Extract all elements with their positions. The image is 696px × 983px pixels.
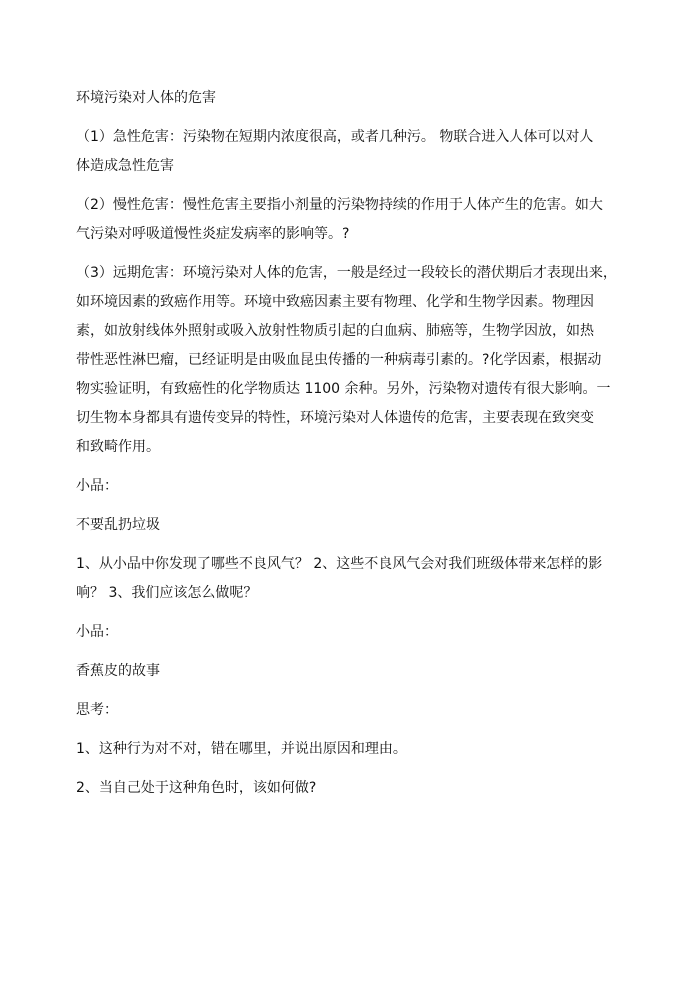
long-term-harm-line-6: 切生物本身都具有遗传变异的特性，环境污染对人体遗传的危害，主要表现在致突变: [76, 410, 594, 426]
document-title: [76, 84, 624, 113]
chronic-harm-line-1: （2）慢性危害：慢性危害主要指小剂量的污染物持续的作用于人体产生的危害。如大: [76, 197, 603, 213]
long-term-harm-line-2: 如环境因素的致癌作用等。环境中致癌因素主要有物理、化学和生物学因素。物理因: [76, 294, 594, 310]
long-term-harm-line-3: 素，如放射线体外照射或吸入放射性物质引起的白血病、肺癌等，生物学因放，如热: [76, 323, 594, 339]
skit-1-title-text: 不要乱扔垃圾: [76, 517, 160, 533]
paragraph-long-term-harm: [76, 259, 624, 462]
skit-2-title-text: 香蕉皮的故事: [76, 663, 160, 679]
skit-1-questions: [76, 550, 624, 608]
think-label: [76, 696, 624, 725]
paragraph-acute-harm: [76, 123, 624, 181]
skit-1-questions-line-2: 响？ 3、我们应该怎么做呢？: [76, 585, 258, 601]
chronic-harm-line-2: 气污染对呼吸道慢性炎症发病率的影响等。?: [76, 226, 350, 242]
think-question-2: [76, 774, 624, 803]
think-question-1-text: 1、这种行为对不对，错在哪里，并说出原因和理由。: [76, 741, 407, 757]
acute-harm-line-1: （1）急性危害：污染物在短期内浓度很高，或者几种污。 物联合进入人体可以对人: [76, 129, 594, 145]
skit-2-label-text: 小品：: [76, 624, 118, 640]
skit-1-questions-line-1: 1、从小品中你发现了哪些不良风气？ 2、这些不良风气会对我们班级体带来怎样的影: [76, 556, 603, 572]
think-question-1: [76, 735, 624, 764]
acute-harm-line-2: 体造成急性危害: [76, 158, 174, 174]
long-term-harm-line-7: 和致畸作用。: [76, 439, 160, 455]
skit-1-label-text: 小品：: [76, 478, 118, 494]
long-term-harm-line-5: 物实验证明，有致癌性的化学物质达 1100 余种。另外，污染物对遗传有很大影响。一: [76, 381, 611, 397]
skit-2-title: [76, 657, 624, 686]
long-term-harm-line-4: 带性恶性淋巴瘤，已经证明是由吸血昆虫传播的一种病毒引素的。?化学因素，根据动: [76, 352, 602, 368]
skit-1-title: [76, 511, 624, 540]
long-term-harm-line-1: （3）远期危害：环境污染对人体的危害，一般是经过一段较长的潜伏期后才表现出来，: [76, 265, 617, 281]
think-question-2-text: 2、当自己处于这种角色时，该如何做?: [76, 780, 317, 796]
think-label-text: 思考：: [76, 702, 118, 718]
skit-2-label: [76, 618, 624, 647]
skit-1-label: [76, 472, 624, 501]
document-body: [76, 84, 624, 803]
paragraph-chronic-harm: [76, 191, 624, 249]
title-text: 环境污染对人体的危害: [76, 90, 216, 106]
